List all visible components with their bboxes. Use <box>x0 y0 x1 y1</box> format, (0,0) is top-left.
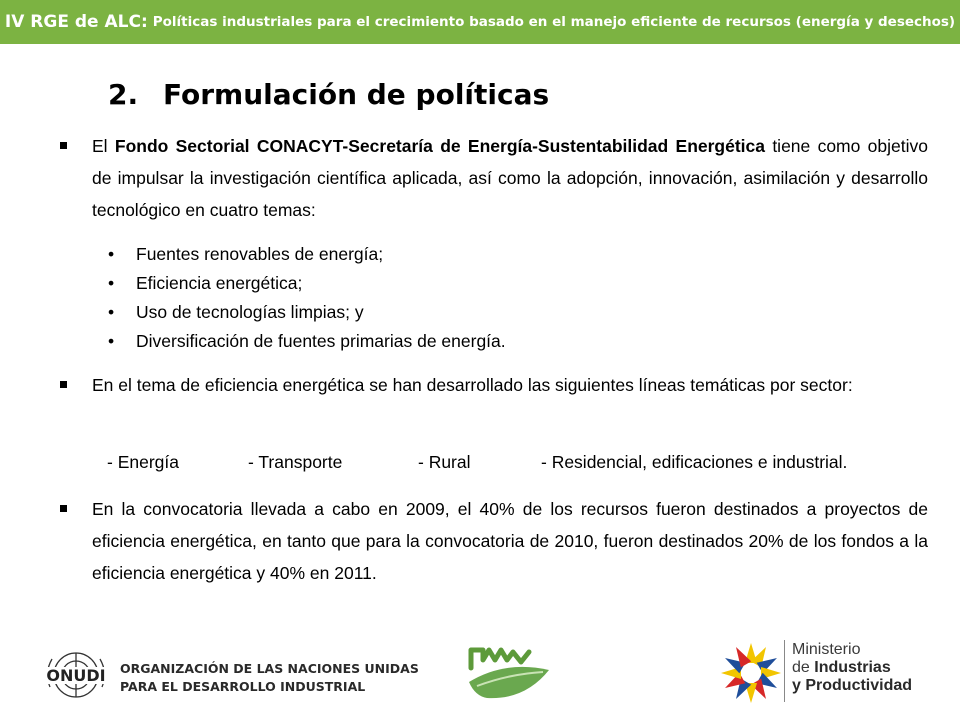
ministry-line2 <box>792 659 912 677</box>
theme-energia: - Energía <box>107 452 179 472</box>
onudi-name <box>120 660 419 696</box>
list-item <box>108 268 302 298</box>
bullet-dot-icon: • <box>108 244 115 264</box>
onudi-line1: ORGANIZACIÓN DE LAS NACIONES UNIDAS <box>120 661 419 676</box>
paragraph1-bold: Fondo Sectorial CONACYT-Secretaría de Energía-Sustentabilidad Energética <box>114 136 766 156</box>
page-title <box>108 78 549 111</box>
ministry-line2-prefix: de <box>792 659 815 676</box>
leaf-logo <box>465 640 553 706</box>
title-text: Formulación de políticas <box>163 78 550 111</box>
bullet-dot-icon: • <box>108 273 115 293</box>
square-bullet-icon <box>60 142 67 149</box>
ministry-name <box>792 641 912 695</box>
ministry-line3: y Productividad <box>792 677 913 694</box>
square-bullet-icon <box>60 505 67 512</box>
bullet-dot-icon: • <box>108 302 115 322</box>
ministry-line2-bold: Industrias <box>814 659 891 676</box>
ministry-line1: Ministerio <box>792 641 861 658</box>
theme-rural: - Rural <box>418 452 471 472</box>
onudi-logo-text: ONUDI <box>46 666 106 685</box>
onudi-logo <box>40 645 112 705</box>
bullet-text: Diversificación de fuentes primarias de energía. <box>136 331 506 351</box>
bullet-text: Uso de tecnologías limpias; y <box>136 302 364 322</box>
list-item <box>108 297 364 327</box>
bullet-dot-icon: • <box>108 331 115 351</box>
bullet-text: Eficiencia energética; <box>136 273 303 293</box>
bullet-text: Fuentes renovables de energía; <box>136 244 384 264</box>
header-subtitle: Políticas industriales para el crecimiento basado en el manejo eficiente de recursos (energía y desechos) <box>152 14 956 30</box>
paragraph-eficiencia: En el tema de eficiencia energética se han desarrollado las siguientes líneas temáticas por sector: <box>92 375 853 395</box>
list-item <box>108 239 383 269</box>
ministry-divider <box>784 640 785 702</box>
list-item <box>108 326 506 356</box>
paragraph-convocatoria: En la convocatoria llevada a cabo en 2009, el 40% de los recursos fueron destinados a proyectos de eficiencia energética, en tanto que para la convocatoria de 2010, fueron destinados 20% de los fondos a la eficiencia energética y 40% en 2011. <box>92 499 928 583</box>
paragraph1-prefix: El <box>92 136 115 156</box>
paragraph-fondo-sectorial <box>92 130 928 226</box>
title-number: 2. <box>108 78 139 111</box>
square-bullet-icon <box>60 381 67 388</box>
header-banner <box>0 0 960 44</box>
theme-residencial: - Residencial, edificaciones e industrial. <box>541 452 848 472</box>
theme-transporte: - Transporte <box>248 452 343 472</box>
ecuador-sun-logo <box>718 640 784 706</box>
onudi-line2: PARA EL DESARROLLO INDUSTRIAL <box>120 679 366 694</box>
paragraph1-rest: tiene como objetivo de impulsar la investigación científica aplicada, así como la adopción, innovación, asimilación y desarrollo tecnológico en cuatro temas: <box>92 136 928 220</box>
header-title: IV RGE de ALC: <box>4 12 148 32</box>
